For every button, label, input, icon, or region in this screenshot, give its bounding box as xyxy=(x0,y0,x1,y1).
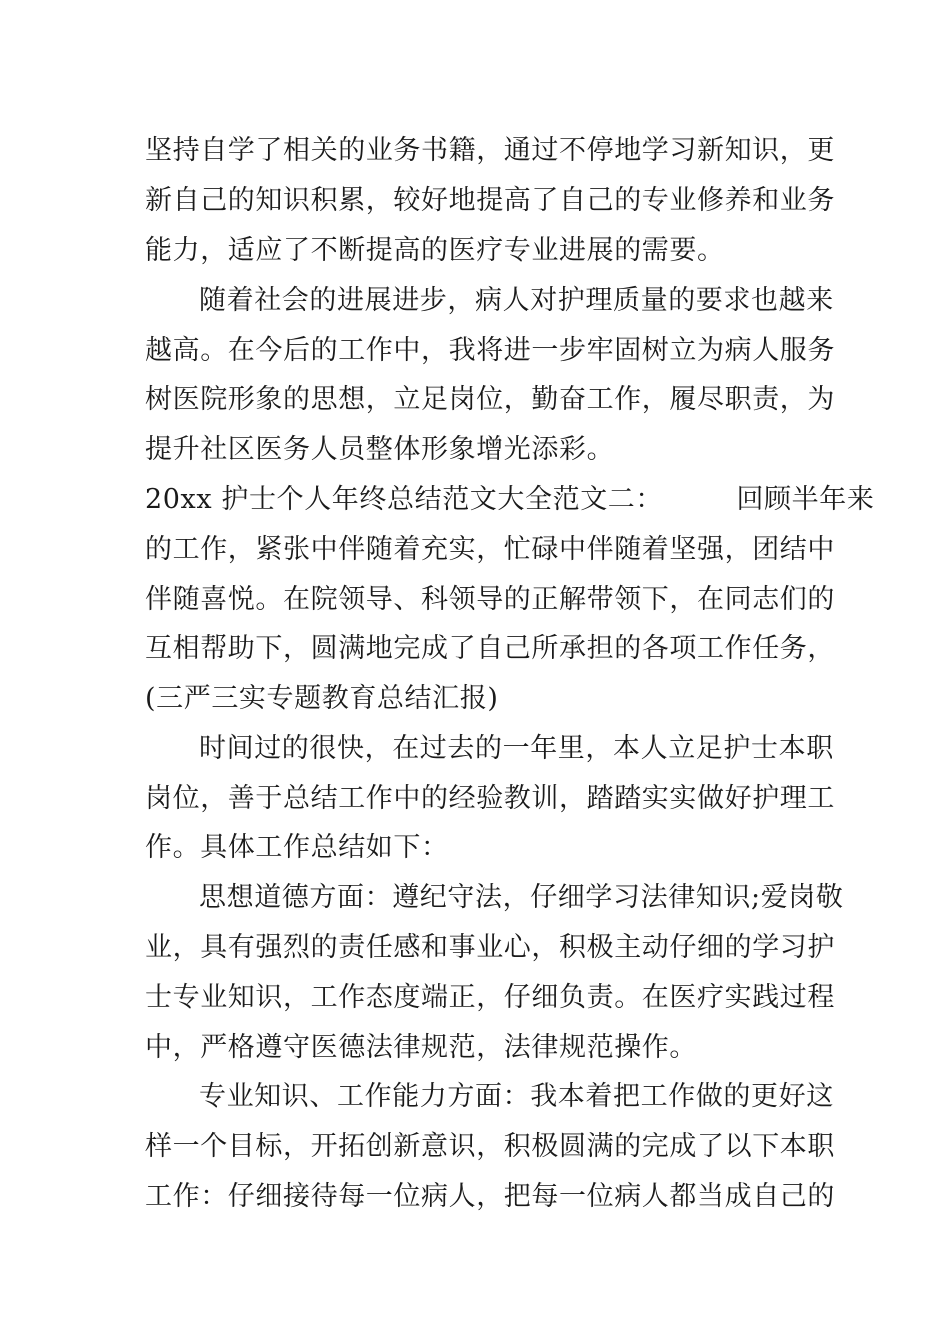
text-line: 业，具有强烈的责任感和事业心，积极主动仔细的学习护 xyxy=(145,932,835,963)
text-line: 伴随喜悦。在院领导、科领导的正解带领下，在同志们的 xyxy=(145,584,835,615)
text-line: 坚持自学了相关的业务书籍，通过不停地学习新知识，更 xyxy=(145,135,835,166)
text-line: 随着社会的进展进步，病人对护理质量的要求也越来 xyxy=(199,285,834,316)
text-line: 岗位，善于总结工作中的经验教训，踏踏实实做好护理工 xyxy=(145,783,835,814)
text-line: (三严三实专题教育总结汇报) xyxy=(145,683,499,714)
text-line: 中，严格遵守医德法律规范，法律规范操作。 xyxy=(145,1032,697,1063)
text-line: 时间过的很快，在过去的一年里，本人立足护士本职 xyxy=(199,733,834,764)
text-line: 专业知识、工作能力方面：我本着把工作做的更好这 xyxy=(199,1081,834,1112)
text-line: 思想道德方面：遵纪守法，仔细学习法律知识;爱岗敬 xyxy=(199,882,844,913)
text-line: 士专业知识，工作态度端正，仔细负责。在医疗实践过程 xyxy=(145,982,835,1013)
text-line: 树医院形象的思想，立足岗位，勤奋工作，履尽职责，为 xyxy=(145,384,835,415)
text-line: 作。具体工作总结如下： xyxy=(145,832,449,863)
text-line: 能力，适应了不断提高的医疗专业进展的需要。 xyxy=(145,235,725,266)
text-line: 新自己的知识积累，较好地提高了自己的专业修养和业务 xyxy=(145,185,835,216)
text-line: 互相帮助下，圆满地完成了自己所承担的各项工作任务， xyxy=(145,633,835,664)
text-line: 样一个目标，开拓创新意识，积极圆满的完成了以下本职 xyxy=(145,1131,835,1162)
text-line: 工作：仔细接待每一位病人，把每一位病人都当成自己的 xyxy=(145,1181,835,1212)
text-line: 提升社区医务人员整体形象增光添彩。 xyxy=(145,434,615,465)
section-heading: 20xx 护士个人年终总结范文大全范文二： 回顾半年来 xyxy=(145,484,875,515)
text-line: 的工作，紧张中伴随着充实，忙碌中伴随着坚强，团结中 xyxy=(145,534,835,565)
text-line: 越高。在今后的工作中，我将进一步牢固树立为病人服务 xyxy=(145,335,835,366)
